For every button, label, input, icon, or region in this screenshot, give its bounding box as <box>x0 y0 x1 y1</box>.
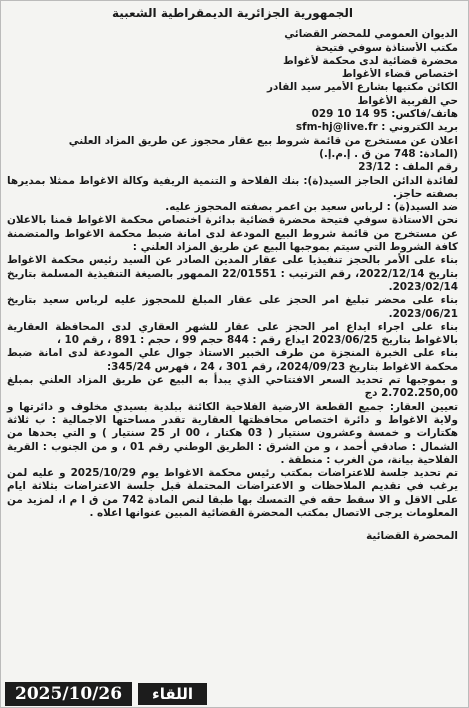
publication-date: 2025/10/26 <box>5 682 132 706</box>
email-line <box>7 121 458 134</box>
republic-title: الجمهورية الجزائرية الديمقراطية الشعبية <box>111 6 354 20</box>
email-label: بريد الكتروني : <box>381 121 458 134</box>
newspaper-name: اللقاء <box>138 683 207 705</box>
paragraph-opening-price: و بموجبها تم تحديد السعر الافتتاحي الذي يبدأ به البيع عن طريق المزاد العلني بمبلغ 2.702.250,00 دج <box>7 374 458 400</box>
debtor-paragraph: ضد السيد(ة) : لرباس سعيد بن اعمر بصفته المحجوز عليه. <box>165 201 458 214</box>
file-number: رقم الملف : 23/12 <box>358 161 458 174</box>
phone-number: 029 10 14 95 <box>311 108 388 121</box>
footer-bar <box>1 681 468 707</box>
signature: المحضرة القضائية <box>366 530 458 543</box>
office-district: حي الفربية الأغواط <box>357 94 458 107</box>
phone-line <box>7 108 458 121</box>
paragraph-registration: بناء على اجراء ايداع امر الحجز على عقار للشهر العقاري لدى المحافظة العقارية بالاغواط بتاريخ 2023/06/25 ايداع رقم : 844 حجم 99 ، حجم : 891 ، رقم 10 ، <box>7 320 458 347</box>
office-jurisdiction: اختصاص قضاء الأغواط <box>341 68 458 81</box>
paragraph-seizure-order: بناء على الأمر بالحجز تنفيذيا على عقار المدين الصادر عن السيد رئيس محكمة الاغواط بتاريخ 2022/12/14، رقم الترتيب : 22/01551 الممهور بالصيغة التنفيذية المسلمة بتاريخ 2023/02/14. <box>7 254 458 293</box>
office-address: الكائن مكتبها بشارع الأمير سيد القادر <box>267 81 458 94</box>
office-name: الديوان العمومي للمحضر القضائي <box>284 28 458 41</box>
creditor-paragraph: لفائدة الدائن الحاجز السيد(ة): بنك الفلاحة و التنمية الريفية وكالة الاغواط ممثلا بمديرها بصفته حاجز. <box>7 174 458 200</box>
paragraph-notification: بناء على محضر تبليغ امر الحجز على عقار المبلغ للمحجوز عليه لرباس سعيد بتاريخ 2023/06/21. <box>7 294 458 320</box>
office-court: محضرة قضائية لدى محكمة لأغواط <box>283 54 458 67</box>
paragraph-announcement: نحن الاستاذة سوفي فتيحة محضرة قضائية بدائرة اختصاص محكمة الاغواط قمنا بالاعلان عن مستخرج من قائمة شروط البيع المودعة لدى امانة ضبط محكمة الاغواط والمتضمنة كافة الشروط التي سيتم بموجبها البيع عن طريق المزاد العلني : <box>7 214 458 254</box>
paragraph-property-description: تعيين العقار: جميع القطعة الارضية الفلاحية الكائنة ببلدية بسيدي مخلوف و دائرتها و ولاية الاغواط و دائرة اختصاص محافظتها العقارية تقدر مساحتها الاجمالية : ب ثلاثة هكتارات و خمسة وعشرون سنتيار ( 03 هكتار ، 00 ار 25 سنتيار ) و التي يحدها من الشمال : صادقي أحمد ، و من الشرق : الطريق الوطني رقم 01 ، و من الجنوب : القرية الفلاحية بيانة، من الغرب : منطقة . <box>7 400 458 466</box>
paragraph-objections-session: تم تحديد جلسة للاعتراضات بمكتب رئيس محكمة الاغواط يوم 2025/10/29 و عليه لمن يرغب في تقديم الملاحظات و الاعتراضات المحتملة قبل جلسة الاعتراضات بثلاثة ايام على الاقل و الا سقط حقه في التمسك بها طبقا لنص المادة 742 من ق ا م ا، لمزيد من المعلومات يرجى الاتصال بمكتب المحضرة القضائية المبين عنوانها اعلاه . <box>7 467 458 519</box>
notice-intro: اعلان عن مستخرج من قائمة شروط بيع عقار محجوز عن طريق المزاد العلني <box>68 134 458 147</box>
email-address: sfm-hj@live.fr <box>295 121 378 134</box>
office-bailiff: مكتب الأستاذة سوفي فتيحة <box>315 41 458 54</box>
notice-article: (المادة: 748 من ق . إ.م.إ.) <box>319 147 458 160</box>
notice-body <box>7 7 458 544</box>
paragraph-expertise: بناء على الخبرة المنجزة من طرف الخبير الاستاذ جوال علي المودعة لدى امانة ضبط محكمة الاغواط بتاريخ 2024/09/23، رقم 301 ، 24 ، فهرس 345/24: <box>7 347 458 373</box>
phone-label: هاتف/فاكس: <box>391 108 458 121</box>
